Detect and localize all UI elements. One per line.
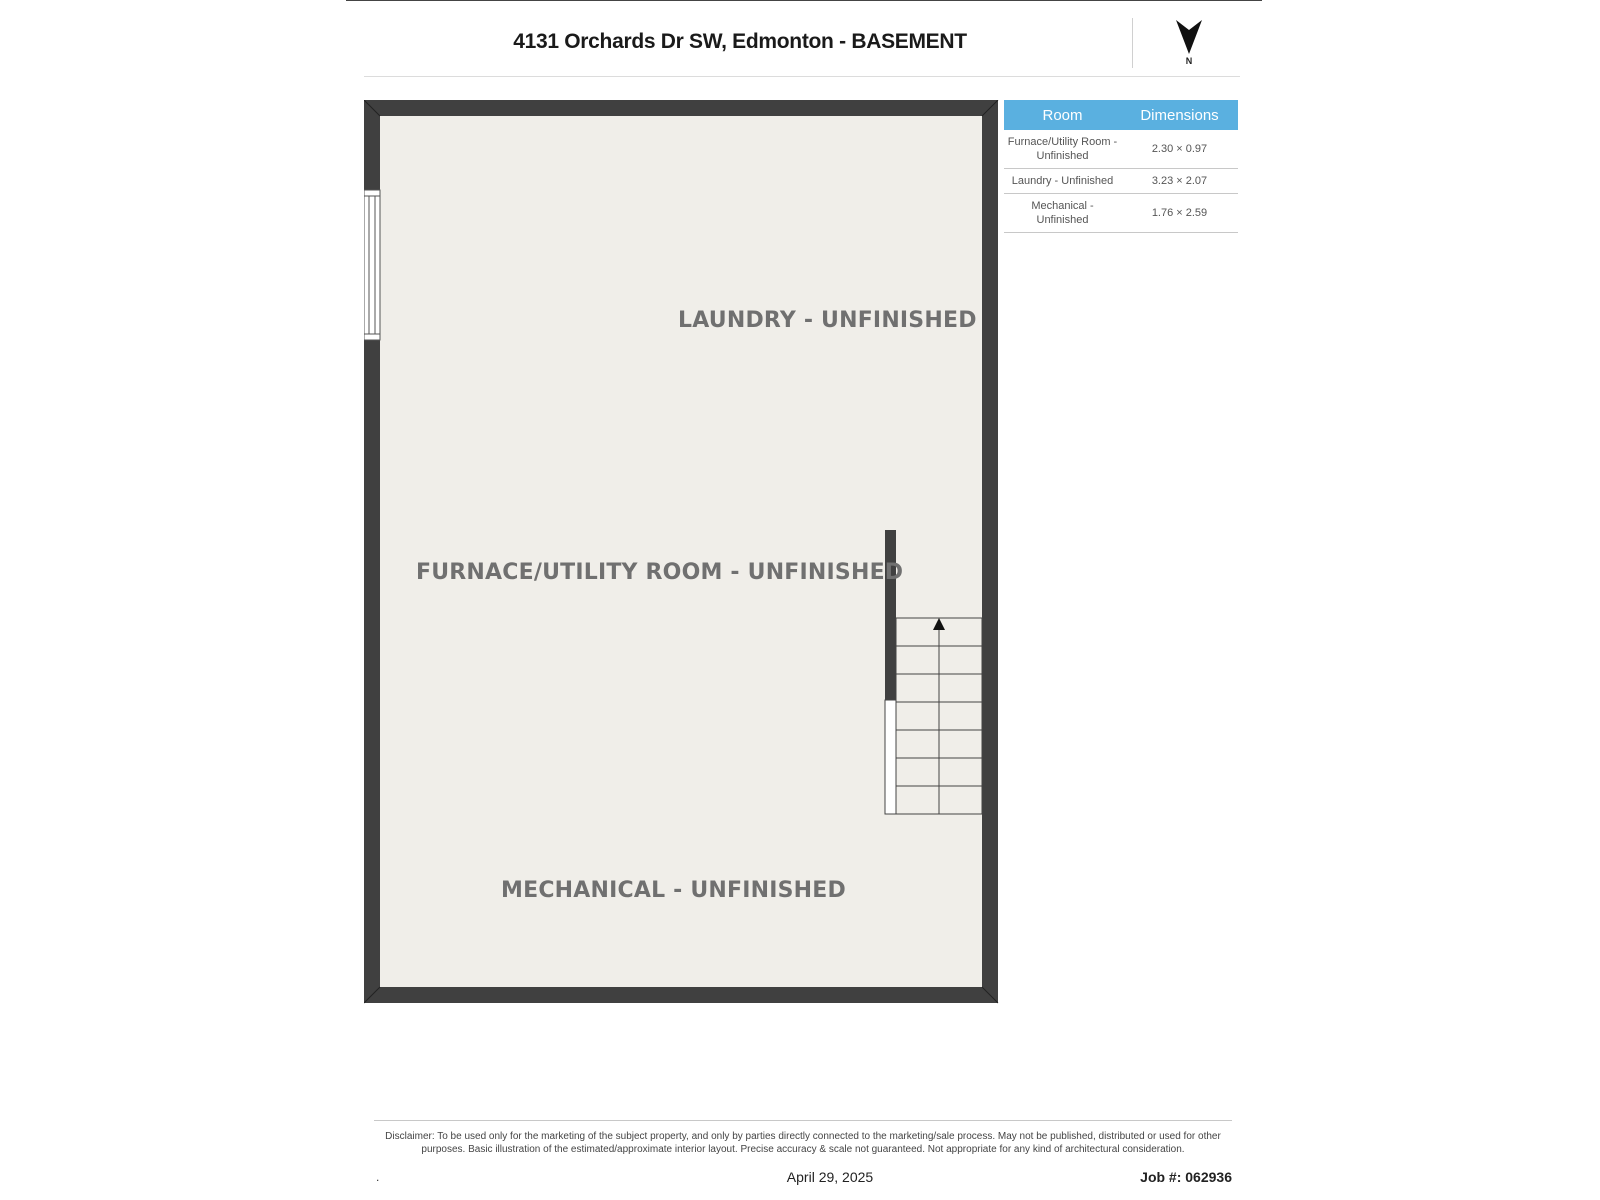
table-cell-dimensions: 1.76 × 2.59 [1151,207,1208,219]
header-rule [364,76,1240,77]
table-row [1004,194,1238,233]
footer-job-number: Job #: 062936 [1140,1169,1232,1185]
table-row [1004,130,1238,169]
top-rule [346,0,1262,1]
dimensions-table [1004,100,1238,233]
room-label-mechanical: MECHANICAL - UNFINISHED [501,878,846,903]
room-label-furnace: FURNACE/UTILITY ROOM - UNFINISHED [416,560,904,585]
floor-plan [364,100,1000,1005]
railing [885,700,896,814]
window [364,190,380,340]
table-cell-room: Mechanical - Unfinished [1031,200,1094,226]
disclaimer-text: Disclaimer: To be used only for the marketing of the subject property, and only by parties directly connected to the marketing/sale process. May not be published, distributed or used for other purposes. Basic illustration of the estimated/approximate interior layout. Precise accuracy & scale not guaranteed. Not appropriate for any kind of architectural consideration. [385,1131,1221,1155]
table-cell-dimensions: 2.30 × 0.97 [1151,143,1208,155]
footer-rule [374,1120,1232,1121]
table-header [1004,100,1238,130]
north-label: N [1185,56,1193,66]
table-cell-room: Furnace/Utility Room - Unfinished [1007,136,1118,162]
floor-plan-drawing [364,100,1000,1005]
interior-wall [885,530,896,700]
column-header-dimensions: Dimensions [1140,106,1219,124]
footer-date: April 29, 2025 [786,1169,874,1185]
north-arrow [1172,16,1206,70]
table-cell-room: Laundry - Unfinished [1011,175,1114,187]
title-divider [1132,18,1133,68]
page-title: 4131 Orchards Dr SW, Edmonton - BASEMENT [513,30,967,53]
footer-dot: . [376,1170,380,1184]
column-header-room: Room [1042,106,1083,124]
table-row [1004,169,1238,194]
room-label-laundry: LAUNDRY - UNFINISHED [678,308,977,333]
table-cell-dimensions: 3.23 × 2.07 [1151,175,1208,187]
north-arrow-icon [1172,16,1206,56]
